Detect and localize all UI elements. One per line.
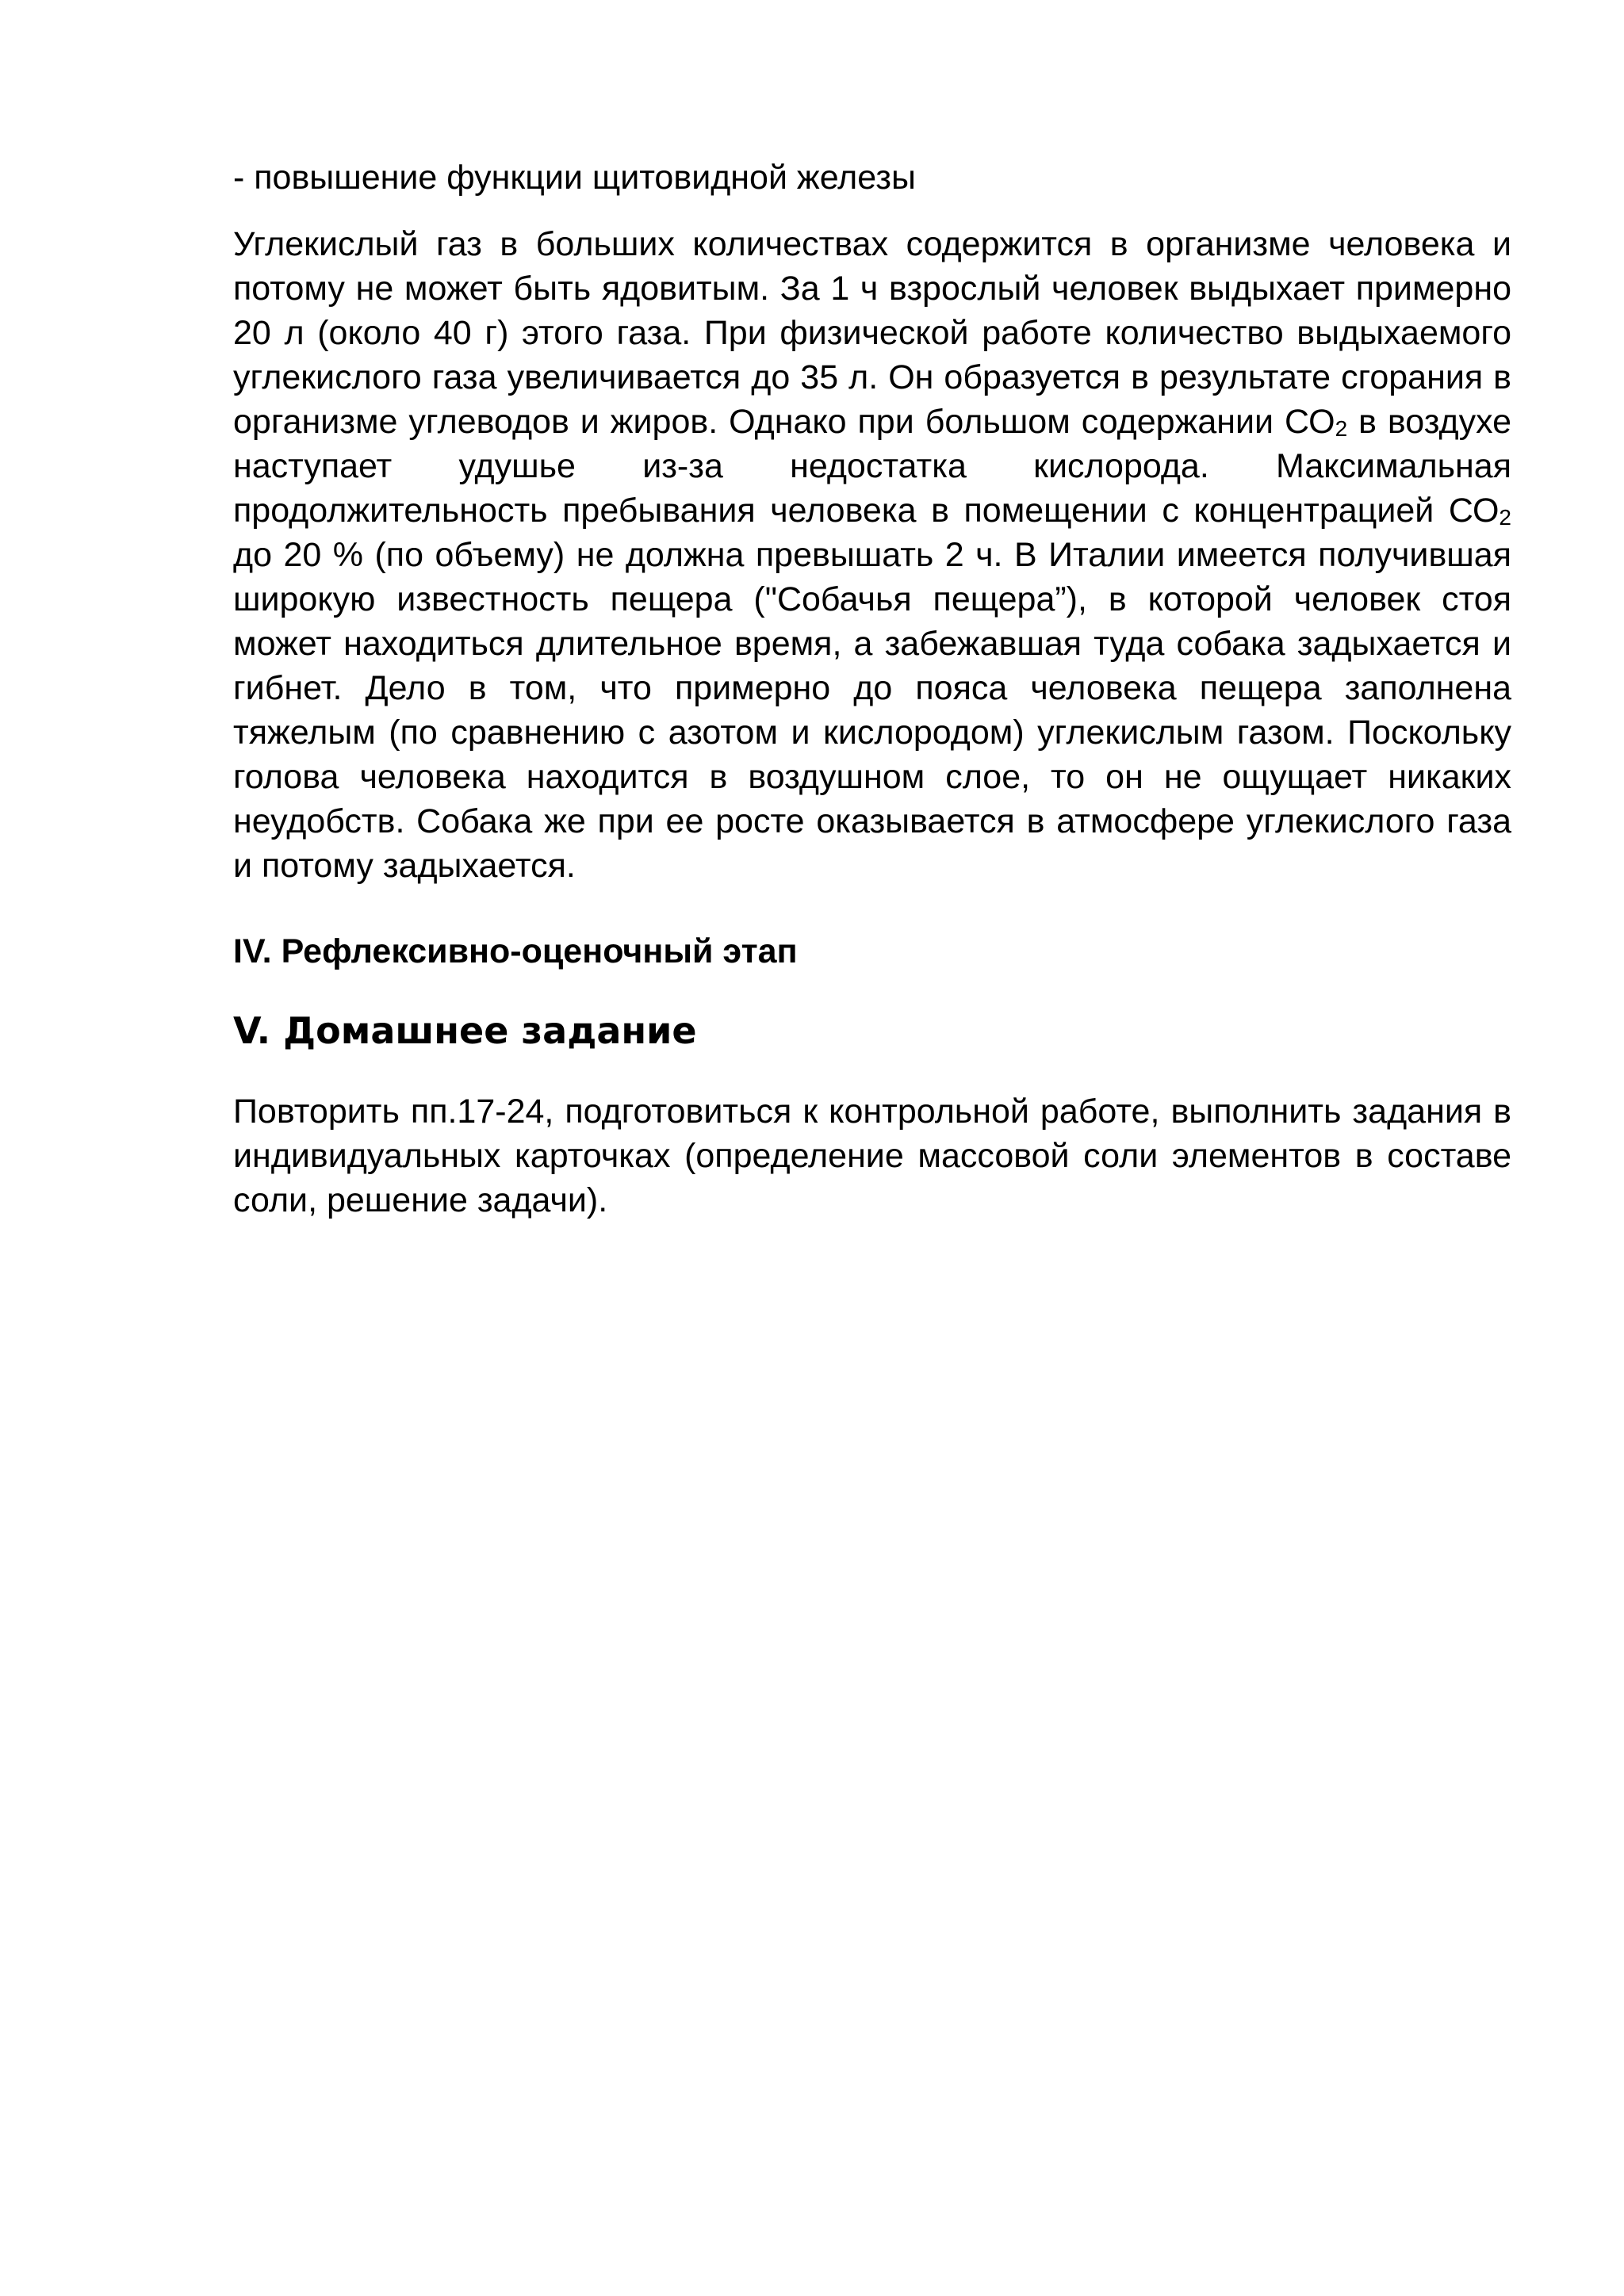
paragraph-carbon-dioxide: [233, 222, 1511, 888]
paragraph-text-part-3: до 20 % (по объему) не должна превышать 2 ч. В Италии имеется получившая широкую известность пещера ("Собачья пещера”), в которой человек стоя может находиться длительное время, а забежавшая туда собака задыхается и гибнет. Дело в том, что примерно до пояса человека пещера заполнена тяжелым (по сравнению с азотом и кислородом) углекислым газом. Поскольку голова человека находится в воздушном слое, то он не ощущает никаких неудобств. Собака же при ее росте оказывается в атмосфере углекислого газа и потому задыхается.: [233, 536, 1511, 885]
paragraph-text-part-2: в воздухе наступает удушье из-за недостатка кислорода. Максимальная продолжительность пребывания человека в помещении с концентрацией СО: [233, 403, 1511, 530]
list-item: - повышение функции щитовидной железы: [233, 159, 916, 197]
subscript-2: 2: [1335, 416, 1348, 441]
subscript-2: 2: [1499, 505, 1511, 530]
document-page: [233, 155, 1511, 1223]
paragraph-homework: Повторить пп.17-24, подготовиться к контрольной работе, выполнить задания в индивидуальных карточках (определение массовой соли элементов в составе соли, решение задачи).: [233, 1093, 1511, 1219]
paragraph-text-part-1: Углекислый газ в больших количествах содержится в организме человека и потому не может быть ядовитым. За 1 ч взрослый человек выдыхает примерно 20 л (около 40 г) этого газа. При физической работе количество выдыхаемого углекислого газа увеличивается до 35 л. Он образуется в результате сгорания в организме углеводов и жиров. Однако при большом содержании СО: [233, 225, 1511, 441]
heading-homework: V. Домашнее задание: [233, 1009, 697, 1052]
heading-reflexive-stage: IV. Рефлексивно-оценочный этап: [233, 932, 798, 970]
